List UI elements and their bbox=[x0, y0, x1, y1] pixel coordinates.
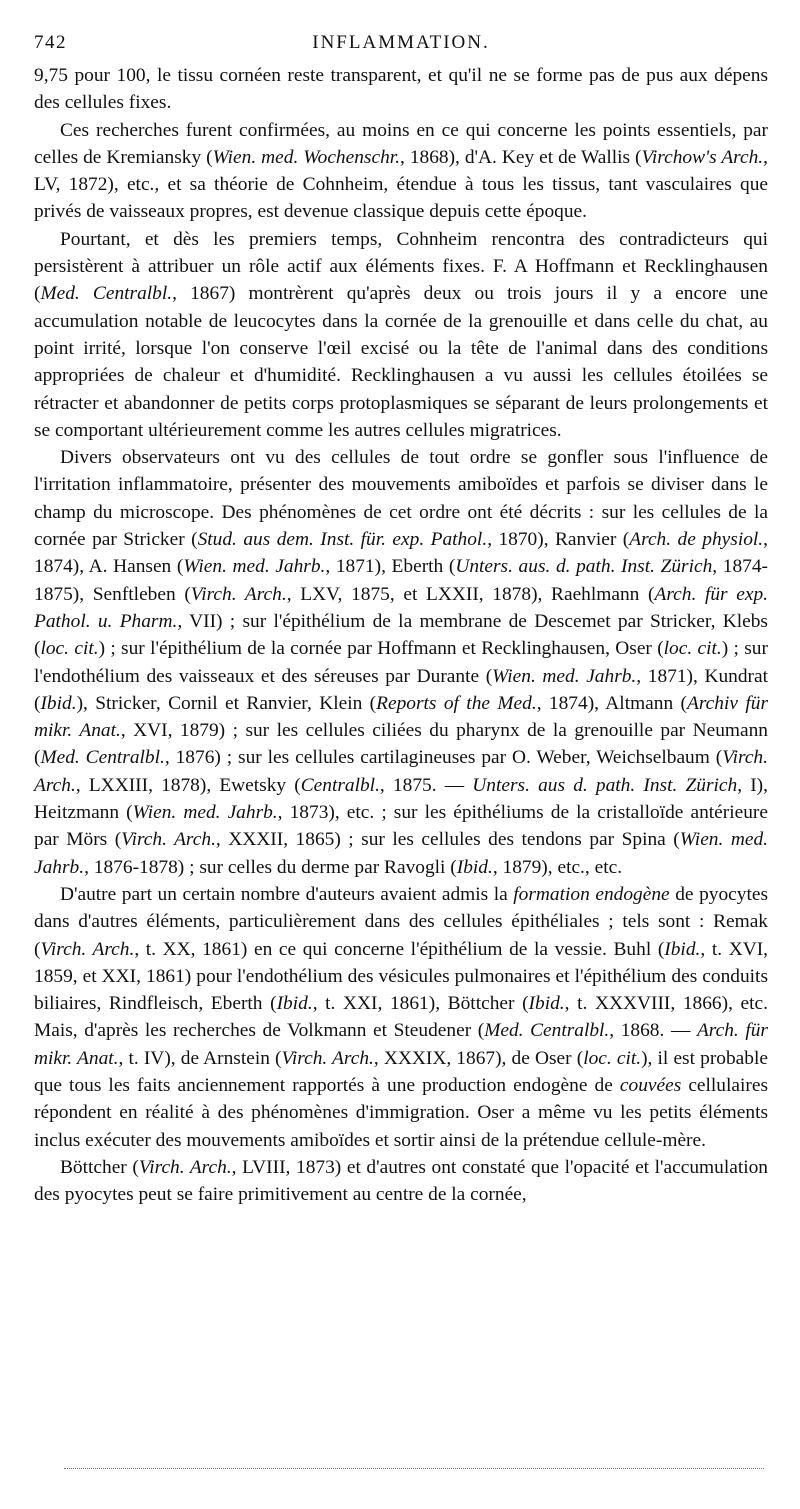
text-run: cellulaires répondent en réalité à des phénomènes d'immigration. Oser a même vu les petits éléments inclus exécuter des mouvements amiboïdes et sortir ainsi de la prétendue cellule-mère. bbox=[34, 1074, 768, 1151]
text-run: , 1868), d'A. Key et de Wallis ( bbox=[400, 146, 642, 168]
citation-italic-run: Arch. de physiol. bbox=[629, 529, 764, 551]
text-run: , XVI, 1879) ; sur les cellules ciliées du pharynx de la grenouille par Neumann ( bbox=[34, 720, 768, 769]
paragraph bbox=[34, 881, 768, 1154]
text-run: , 1870), Ranvier ( bbox=[487, 529, 630, 551]
running-title: INFLAMMATION. bbox=[312, 32, 490, 53]
citation-italic-run: Ibid. bbox=[528, 993, 565, 1015]
citation-italic-run: Med. Centralbl. bbox=[484, 1020, 610, 1042]
text-run: , t. XX, 1861) en ce qui concerne l'épithélium de la vessie. Buhl ( bbox=[134, 938, 665, 960]
paragraph bbox=[34, 117, 768, 226]
text-run: , t. IV), de Arnstein ( bbox=[118, 1047, 282, 1069]
text-run: Böttcher ( bbox=[60, 1156, 139, 1178]
text-run: 9,75 pour 100, le tissu cornéen reste transparent, et qu'il ne se forme pas de pus aux dépens des cellules fixes. bbox=[34, 65, 768, 114]
citation-italic-run: Ibid. bbox=[664, 938, 701, 960]
text-run: , t. XXI, 1861), Böttcher ( bbox=[312, 993, 529, 1015]
paragraph bbox=[34, 62, 768, 117]
citation-italic-run: Virch. Arch. bbox=[281, 1047, 374, 1069]
body-text bbox=[34, 62, 768, 1208]
citation-italic-run: Arch. für mikr. Anat. bbox=[34, 1020, 768, 1069]
citation-italic-run: Med. Centralbl. bbox=[40, 747, 165, 769]
text-run: , t. XXXVIII, 1866), etc. Mais, d'après les recherches de Volkmann et Steudener ( bbox=[34, 993, 769, 1042]
text-run: , LXXIII, 1878), Ewetsky ( bbox=[75, 774, 301, 796]
text-run: , 1874), Altmann ( bbox=[536, 692, 688, 714]
citation-italic-run: couvées bbox=[619, 1074, 682, 1096]
text-run: , 1874-1875), Senftleben ( bbox=[34, 556, 768, 605]
citation-italic-run: loc. cit. bbox=[663, 638, 722, 660]
citation-italic-run: Virch. Arch. bbox=[40, 938, 135, 960]
text-run: , LV, 1872), etc., et sa théorie de Cohnheim, étendue à tous les tissus, tant vasculaires que privés de vaisseaux propres, est devenue classique depuis cette époque. bbox=[34, 146, 768, 223]
text-run: Divers observateurs ont vu des cellules de tout ordre se gonfler sous l'influence de l'irritation inflammatoire, présenter des mouvements amiboïdes et parfois se diviser dans le champ du microscope. Des phénomènes de cet ordre ont été décrits : sur les cellules de la cornée par Stricker ( bbox=[34, 447, 768, 551]
text-run: , 1876) ; sur les cellules cartilagineuses par O. Weber, Weichselbaum ( bbox=[164, 747, 723, 769]
text-run: , 1868. — bbox=[609, 1020, 697, 1042]
citation-italic-run: Stud. aus dem. Inst. für. exp. Pathol. bbox=[197, 529, 488, 551]
text-run: , 1876-1878) ; sur celles du derme par Ravogli ( bbox=[84, 856, 457, 878]
page-number: 742 bbox=[34, 32, 67, 53]
citation-italic-run: Wien. med. Jahrb. bbox=[183, 556, 326, 578]
text-run: , 1873), etc. ; sur les épithéliums de la cristalloïde antérieure par Mörs ( bbox=[34, 802, 768, 851]
citation-italic-run: Virch. Arch. bbox=[138, 1156, 232, 1178]
paragraph bbox=[34, 226, 768, 444]
text-run: D'autre part un certain nombre d'auteurs avaient admis la bbox=[60, 883, 514, 905]
citation-italic-run: formation endogène bbox=[513, 883, 670, 905]
text-run: , I), Heitzmann ( bbox=[34, 774, 768, 824]
citation-italic-run: Ibid. bbox=[276, 993, 313, 1015]
text-run: , 1871), Eberth ( bbox=[325, 556, 456, 578]
citation-italic-run: Virch. Arch. bbox=[34, 747, 768, 796]
citation-italic-run: Virch. Arch. bbox=[190, 583, 287, 605]
citation-italic-run: Wien. med. Jahrb. bbox=[132, 802, 278, 824]
text-run: , XXXIX, 1867), de Oser ( bbox=[373, 1047, 584, 1069]
text-run: , 1875. — bbox=[379, 774, 473, 796]
citation-italic-run: Unters. aus. d. path. Inst. Zürich bbox=[455, 556, 713, 578]
citation-italic-run: loc. cit. bbox=[40, 638, 99, 660]
text-run: ), Stricker, Cornil et Ranvier, Klein ( bbox=[76, 692, 377, 714]
page-header bbox=[34, 28, 768, 62]
text-run: , 1879), etc., etc. bbox=[492, 856, 623, 878]
paragraph bbox=[34, 1154, 768, 1209]
text-run: , XXXII, 1865) ; sur les cellules des tendons par Spina ( bbox=[215, 829, 680, 851]
text-run: Ces recherches furent confirmées, au moins en ce qui concerne les points essentiels, par celles de Kremiansky ( bbox=[34, 119, 768, 168]
text-run: , 1867) montrèrent qu'après deux ou trois jours il y a encore une accumulation notable de leucocytes dans la cornée de la grenouille et dans celle du chat, au point irrité, lorsque l'on conserve l'œil excisé ou la tête de l'animal dans des conditions appropriées de chaleur et d'humidité. Recklinghausen a vu aussi les cellules étoilées se rétracter et abandonner de petits corps protoplasmiques se séparant de leurs prolongements et se comportant ultérieurement comme les autres cellules migratrices. bbox=[34, 283, 768, 441]
citation-italic-run: Reports of the Med. bbox=[376, 692, 537, 714]
citation-italic-run: Archiv für mikr. Anat. bbox=[34, 692, 768, 742]
text-run: ) ; sur l'endothélium des vaisseaux et des séreuses par Durante ( bbox=[34, 638, 768, 687]
footer-dotted-rule bbox=[64, 1468, 764, 1469]
text-run: Pourtant, et dès les premiers temps, Cohnheim rencontra des contradicteurs qui persistèrent à attribuer un rôle actif aux éléments fixes. F. A Hoffmann et Recklinghausen ( bbox=[34, 228, 768, 305]
citation-italic-run: Ibid. bbox=[456, 856, 493, 878]
citation-italic-run: Wien. med. Jahrb. bbox=[492, 665, 637, 687]
text-run: , LVIII, 1873) et d'autres ont constaté que l'opacité et l'accumulation des pyocytes peut se faire primitivement au centre de la cornée, bbox=[34, 1156, 768, 1206]
citation-italic-run: Virchow's Arch. bbox=[641, 146, 764, 168]
text-run: , VII) ; sur l'épithélium de la membrane de Descemet par Stricker, Klebs ( bbox=[34, 610, 768, 660]
text-run: , t. XVI, 1859, et XXI, 1861) pour l'endothélium des vésicules pulmonaires et l'épithélium des conduits biliaires, Rindfleisch, Eberth ( bbox=[34, 938, 768, 1015]
paragraph bbox=[34, 444, 768, 881]
citation-italic-run: Arch. für exp. Pathol. u. Pharm. bbox=[34, 583, 768, 632]
text-run: de pyocytes dans d'autres éléments, particulièrement dans des cellules épithéliales ; tels sont : Remak ( bbox=[34, 883, 769, 960]
text-run: , LXV, 1875, et LXXII, 1878), Raehlmann ( bbox=[286, 583, 655, 605]
text-run: ), il est probable que tous les faits anciennement rapportés à une production endogène de bbox=[34, 1047, 768, 1096]
citation-italic-run: loc. cit. bbox=[583, 1047, 642, 1069]
text-run: , 1874), A. Hansen ( bbox=[34, 529, 768, 578]
citation-italic-run: Med. Centralbl. bbox=[40, 283, 173, 305]
citation-italic-run: Wien. med. Jahrb. bbox=[34, 829, 768, 878]
citation-italic-run: Centralbl. bbox=[300, 774, 380, 796]
citation-italic-run: Wien. med. Wochenschr. bbox=[212, 146, 401, 168]
text-run: , 1871), Kundrat ( bbox=[34, 665, 769, 714]
citation-italic-run: Ibid. bbox=[40, 692, 77, 714]
text-run: ) ; sur l'épithélium de la cornée par Hoffmann et Recklinghausen, Oser ( bbox=[98, 638, 664, 660]
citation-italic-run: Unters. aus d. path. Inst. Zürich bbox=[472, 774, 738, 796]
citation-italic-run: Virch. Arch. bbox=[121, 829, 216, 851]
